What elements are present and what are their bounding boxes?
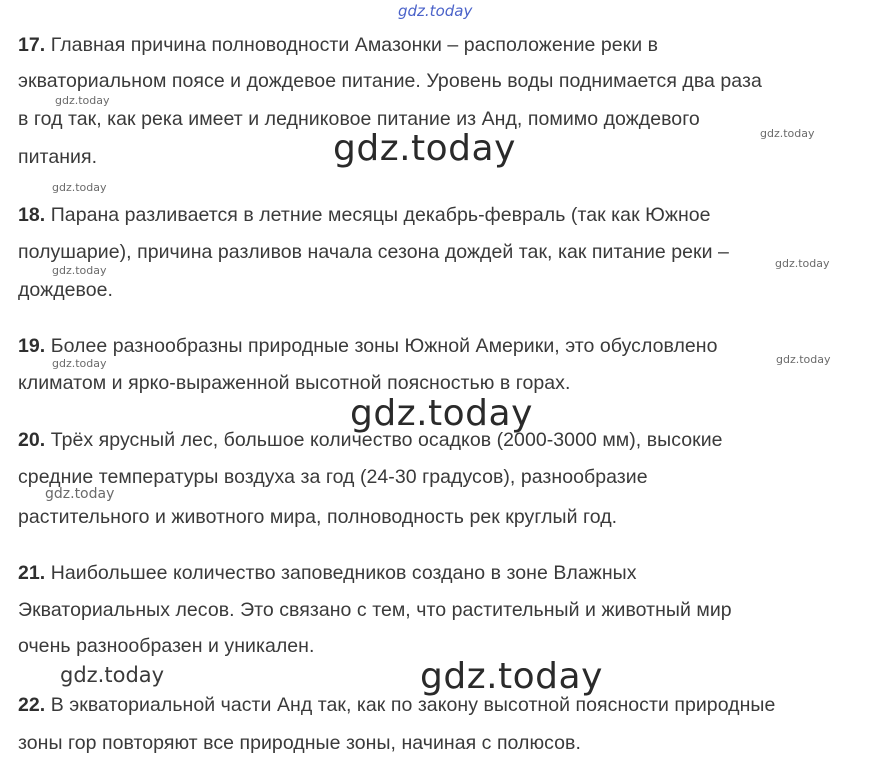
answer-19-line-1 <box>18 334 718 358</box>
watermark-large: gdz.today <box>420 656 603 697</box>
watermark-large: gdz.today <box>333 128 516 169</box>
watermark-small: gdz.today <box>52 357 107 370</box>
answer-20-line-2: средние температуры воздуха за год (24-30 градусов), разнообразие <box>18 466 648 488</box>
answer-21-line-1 <box>18 561 637 585</box>
answer-22-line-2: зоны гор повторяют все природные зоны, начиная с полюсов. <box>18 732 581 754</box>
answer-20-line-1 <box>18 428 723 452</box>
answer-number: 19. <box>18 335 46 357</box>
answer-text: Парана разливается в летние месяцы декабрь-февраль (так как Южное <box>50 204 711 226</box>
answer-18-line-2: полушарие), причина разливов начала сезона дождей так, как питание реки – <box>18 241 729 263</box>
answer-number: 21. <box>18 562 46 584</box>
watermark-medium: gdz.today <box>60 663 165 687</box>
answer-text: Главная причина полноводности Амазонки – расположение реки в <box>50 34 659 56</box>
watermark-top: gdz.today <box>398 2 473 20</box>
watermark-small: gdz.today <box>760 127 815 140</box>
answer-17-line-1 <box>18 33 658 57</box>
answer-text: Наибольшее количество заповедников создано в зоне Влажных <box>50 562 637 584</box>
answer-20-line-3: растительного и животного мира, полноводность рек круглый год. <box>18 506 618 528</box>
answer-text: В экваториальной части Анд так, как по закону высотной поясности природные <box>50 694 776 716</box>
answer-18-line-1 <box>18 203 711 227</box>
answer-number: 20. <box>18 429 46 451</box>
watermark-small: gdz.today <box>52 181 107 194</box>
answer-number: 17. <box>18 34 46 56</box>
answer-number: 22. <box>18 694 46 716</box>
answer-18-line-3: дождевое. <box>18 279 113 301</box>
answer-22-line-1 <box>18 693 775 717</box>
answer-21-line-2: Экваториальных лесов. Это связано с тем, что растительный и животный мир <box>18 599 732 621</box>
answer-text: Более разнообразны природные зоны Южной Америки, это обусловлено <box>50 335 718 357</box>
answer-17-line-2: экваториальном поясе и дождевое питание. Уровень воды поднимается два раза <box>18 70 762 92</box>
watermark-large: gdz.today <box>350 393 533 434</box>
answer-21-line-3: очень разнообразен и уникален. <box>18 635 315 657</box>
watermark-small: gdz.today <box>775 257 830 270</box>
answer-17-line-4: питания. <box>18 146 98 168</box>
watermark-small: gdz.today <box>55 94 110 107</box>
answer-number: 18. <box>18 204 46 226</box>
watermark-small: gdz.today <box>52 264 107 277</box>
answer-19-line-2: климатом и ярко-выраженной высотной поясностью в горах. <box>18 372 571 394</box>
watermark-small: gdz.today <box>776 353 831 366</box>
answer-text: Трёх ярусный лес, большое количество осадков (2000-3000 мм), высокие <box>50 429 723 451</box>
answer-17-line-3: в год так, как река имеет и ледниковое питание из Анд, помимо дождевого <box>18 108 700 130</box>
watermark-small: gdz.today <box>45 486 115 502</box>
